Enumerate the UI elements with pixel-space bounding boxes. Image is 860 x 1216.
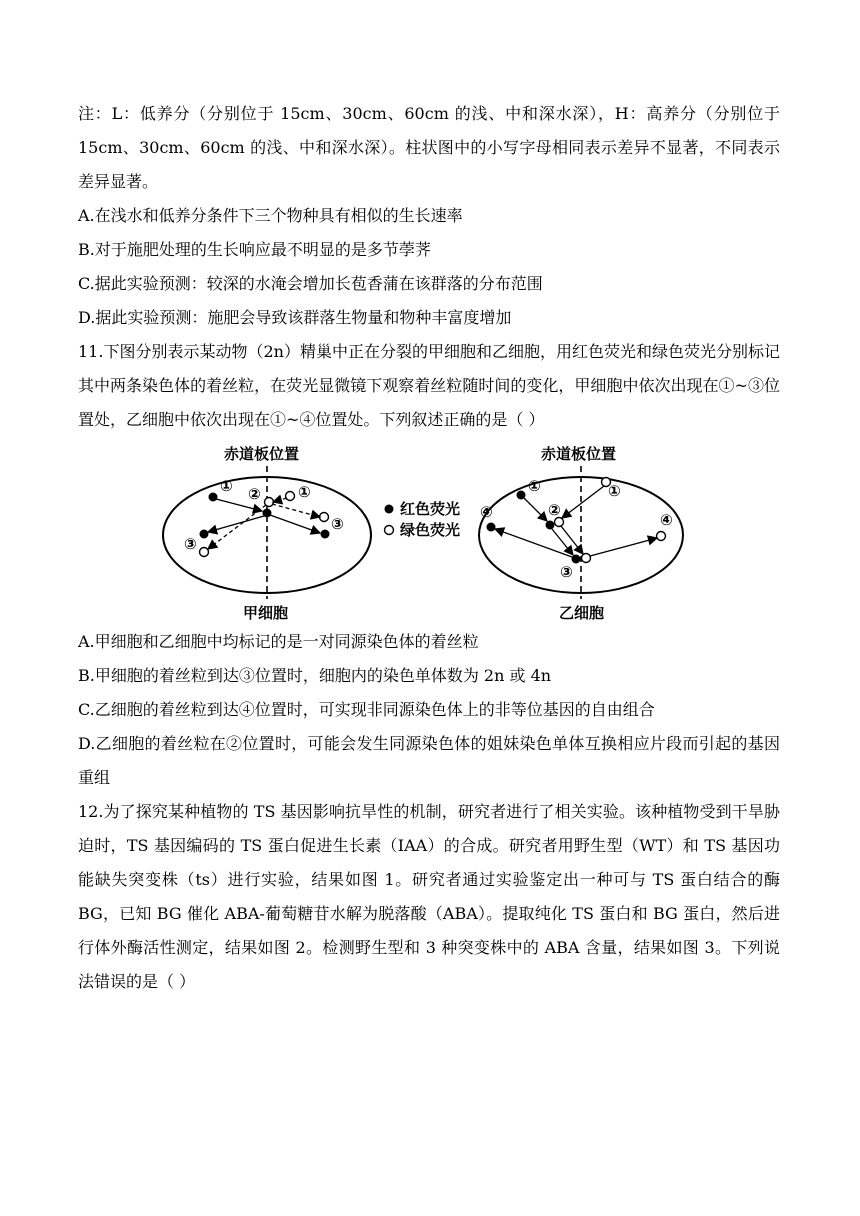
mark-r-3: ③ — [560, 563, 573, 581]
mark-r-4a: ④ — [480, 503, 493, 521]
cell-left-label: 甲细胞 — [243, 604, 289, 622]
q10-option-a: A.在浅水和低养分条件下三个物种具有相似的生长速率 — [78, 206, 463, 225]
q11-option-c: C.乙细胞的着丝粒到达④位置时，可实现非同源染色体上的非等位基因的自由组合 — [78, 700, 655, 719]
red-dot-l3a — [200, 530, 209, 539]
q11-stem: 11.下图分别表示某动物（2n）精巢中正在分裂的甲细胞和乙细胞，用红色荧光和绿色荧光分别标记其中两条染色体的着丝粒，在荧光显微镜下观察着丝粒随时间的变化，甲细胞中依次出现在①~③位置处，乙细胞中依次出现在①~④位置处。下列叙述正确的是（ ） — [78, 342, 780, 429]
arrow-r4 — [561, 526, 583, 554]
arrow-r2 — [562, 486, 604, 518]
mark-l-red-1: ① — [220, 477, 233, 495]
arrow-l5 — [208, 505, 266, 549]
q10-option-c: C.据此实验预测：较深的水淹会增加长苞香蒲在该群落的分布范围 — [78, 274, 543, 293]
mark-r-2: ② — [548, 501, 561, 519]
red-dot-r2 — [546, 521, 555, 530]
legend-red-dot — [385, 505, 394, 514]
green-dot-l1 — [286, 492, 295, 501]
mark-l-3a: ③ — [184, 535, 197, 553]
mark-r-4b: ④ — [660, 511, 673, 529]
arrow-r5 — [495, 529, 572, 557]
q11-figure — [78, 439, 780, 625]
legend-green-label: 绿色荧光 — [400, 521, 461, 539]
arrow-l2 — [273, 498, 287, 502]
equator-label-right: 赤道板位置 — [541, 445, 617, 463]
arrow-l4 — [270, 515, 320, 533]
q11-option-b: B.甲细胞的着丝粒到达③位置时，细胞内的染色单体数为 2n 或 4n — [78, 666, 552, 685]
q11-option-a: A.甲细胞和乙细胞中均标记的是一对同源染色体的着丝粒 — [78, 632, 479, 651]
green-dot-l3a — [200, 548, 209, 557]
green-dot-l3b — [320, 513, 329, 522]
arrow-l3 — [208, 516, 264, 532]
equator-label-left: 赤道板位置 — [224, 445, 300, 463]
mark-r-red-1: ① — [528, 477, 541, 495]
mark-l-3b: ③ — [331, 515, 344, 533]
q10-option-d: D.据此实验预测：施肥会导致该群落生物量和物种丰富度增加 — [78, 308, 512, 327]
cell-right-label: 乙细胞 — [559, 604, 605, 622]
mark-l-green-1: ① — [298, 483, 311, 501]
cell-diagram — [78, 439, 780, 625]
mark-r-green-1: ① — [608, 482, 621, 500]
document-page — [78, 0, 780, 999]
q10-option-b: B.对于施肥处理的生长响应最不明显的是多节荸荠 — [78, 240, 431, 259]
q12-stem: 12.为了探究某种植物的 TS 基因影响抗旱性的机制，研究者进行了相关实验。该种植物受到干旱胁迫时，TS 基因编码的 TS 蛋白促进生长素（IAA）的合成。研究者用野生型（WT）和 TS 基因功能缺失突变株（ts）进行实验，结果如图 1。研究者通过实验鉴定出一种可与 TS 蛋白结合的酶 BG，已知 BG 催化 ABA-葡萄糖苷水解为脱落酸（ABA）。提取纯化 TS 蛋白和 BG 蛋白，然后进行体外酶活性测定，结果如图 2。检测野生型和 3 种突变株中的 ABA 含量，结果如图 3。下列说法错误的是（ ） — [78, 802, 780, 991]
arrow-r6 — [590, 538, 657, 556]
arrow-l6 — [272, 504, 320, 517]
red-dot-l3b — [321, 530, 330, 539]
q11-option-d: D.乙细胞的着丝粒在②位置时，可能会发生同源染色体的姐妹染色单体互换相应片段而引起的基因重组 — [78, 734, 780, 787]
green-dot-r4 — [657, 532, 666, 541]
green-dot-r3 — [582, 554, 591, 563]
legend-green-dot — [385, 526, 394, 535]
arrow-r1 — [524, 498, 547, 521]
red-dot-r4 — [487, 523, 496, 532]
mark-l-2: ② — [248, 485, 261, 503]
legend-red-label: 红色荧光 — [400, 500, 461, 518]
note-paragraph: 注：L：低养分（分别位于 15cm、30cm、60cm 的浅、中和深水深），H：高养分（分别位于 15cm、30cm、60cm 的浅、中和深水深）。柱状图中的小写字母相同表示差异不显著，不同表示差异显著。 — [78, 104, 780, 191]
red-dot-r3 — [572, 555, 581, 564]
red-dot-l1 — [209, 493, 218, 502]
